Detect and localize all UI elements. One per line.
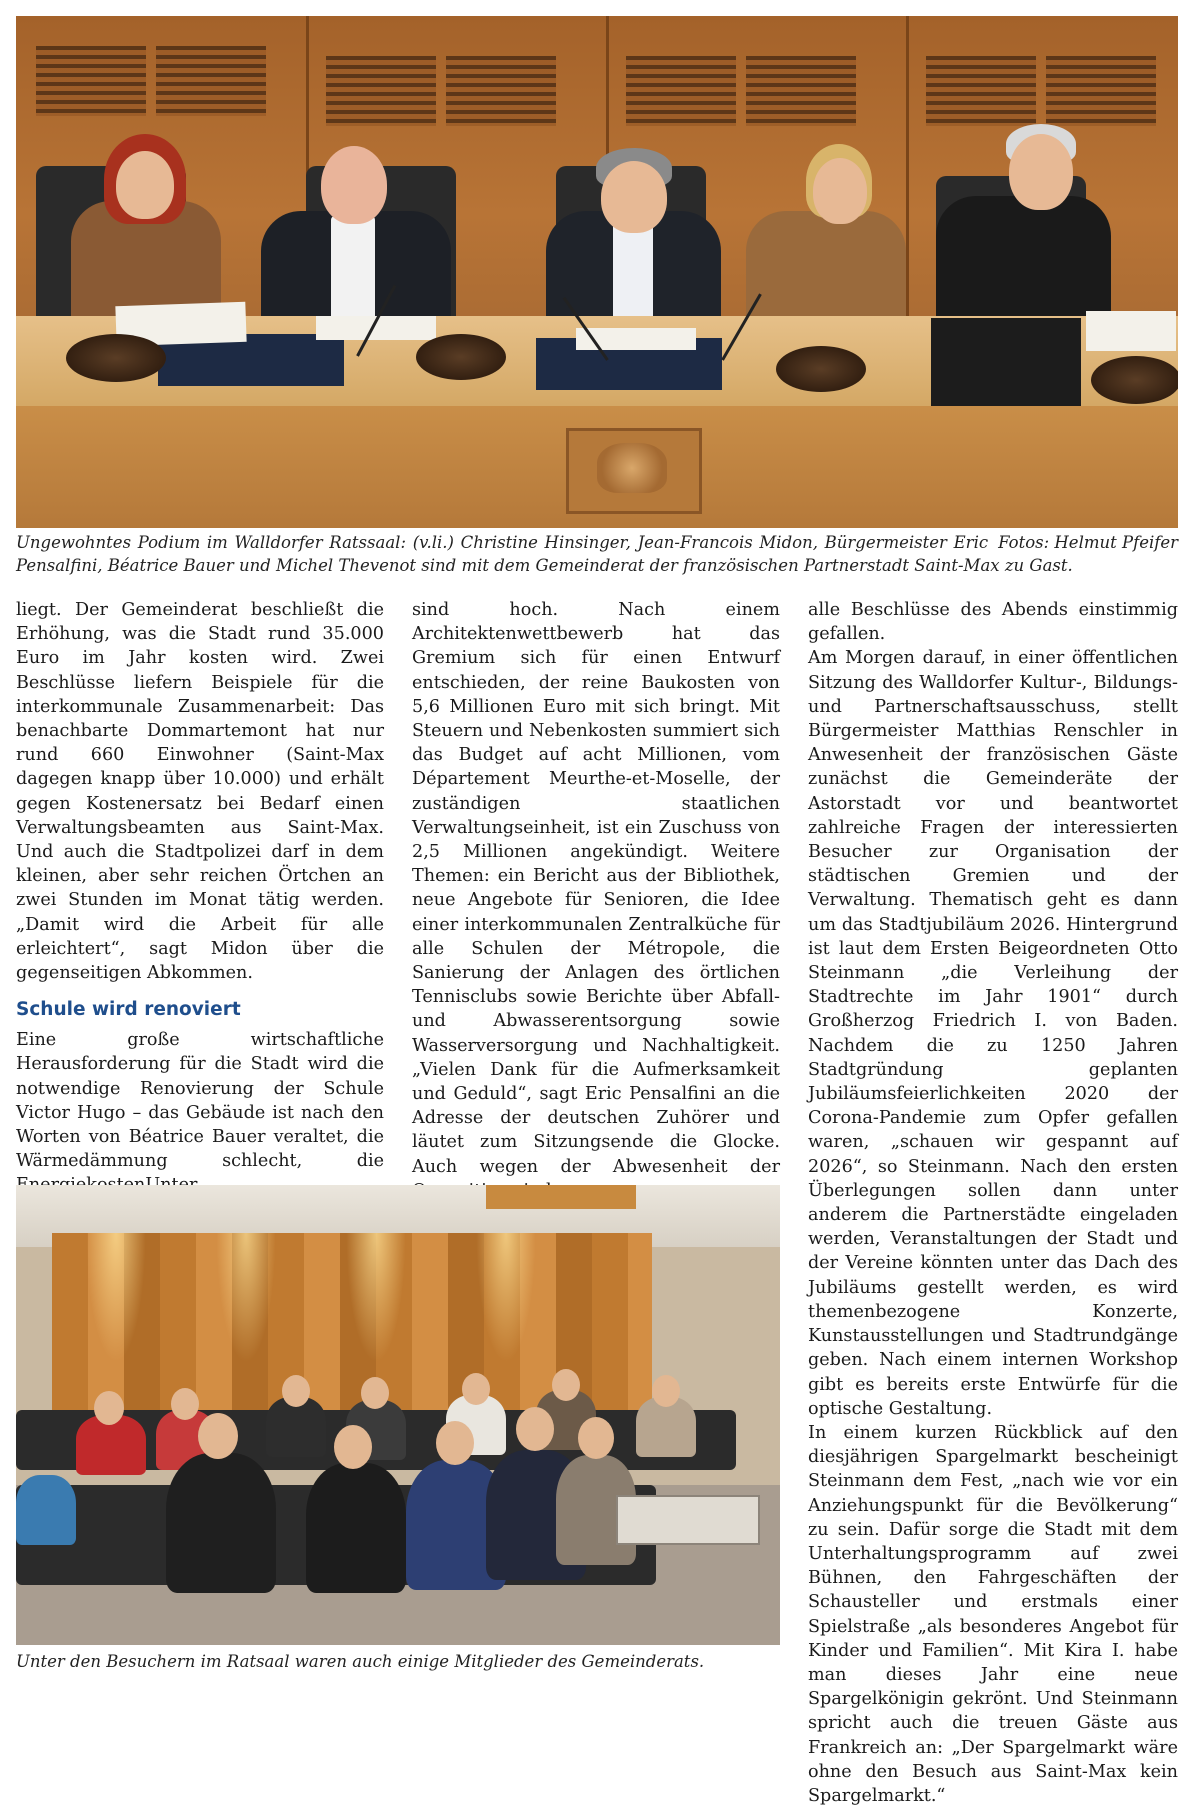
article-column-3 (808, 598, 1178, 1808)
photo-caption-top (16, 531, 1178, 577)
photo-caption-bottom: Unter den Besuchern im Ratsaal waren auch einige Mitglieder des Gemeinderats. (16, 1652, 705, 1671)
photo-credit: Fotos: Helmut Pfeifer (998, 533, 1178, 552)
bottle-tray (66, 334, 166, 382)
paragraph: In einem kurzen Rückblick auf den diesjährigen Spargelmarkt bescheinigt Steinmann dem Fest, „nach wie vor ein Anziehungspunkt für die Bevölkerung“ zu sein. Dafür sorge die Stadt mit dem Unterhaltungsprogramm auf zwei Bühnen, den Fahrgeschäften der Schausteller und erstmals einer Spielstraße „als besonderes Angebot für Kinder und Familien“. Mit Kira I. habe man dieses Jahr eine neue Spargelkönigin gekrönt. Und Steinmann spricht auch die treuen Gäste aus Frankreich an: „Der Spargelmarkt wäre ohne den Besuch aus Saint-Max kein Spargelmarkt.“ (808, 1422, 1178, 1806)
article-column-2 (412, 598, 780, 1203)
paragraph: sind hoch. Nach einem Architektenwettbewerb hat das Gremium sich für einen Entwurf entschieden, der reine Baukosten von 5,6 Millionen Euro mit sich bringt. Mit Steuern und Nebenkosten summiert sich das Budget auf acht Millionen, vom Département Meurthe-et-Moselle, der zuständigen staatlichen Verwaltungseinheit, ist ein Zuschuss von 2,5 Millionen angekündigt. Weitere Themen: ein Bericht aus der Bibliothek, neue Angebote für Senioren, die Idee einer interkommunalen Zentralküche für alle Schulen der Métropole, die Sanierung der Anlagen des örtlichen Tennisclubs sowie Berichte über Abfall- und Abwasserentsorgung sowie Wasserversorgung und Nachhaltigkeit. „Vielen Dank für die Aufmerksamkeit und Geduld“, sagt Eric Pensalfini an die Adresse der deutschen Zuhörer und läutet zum Sitzungsende die Glocke. Auch wegen der Abwesenheit der (412, 600, 780, 1177)
bottle-tray (776, 346, 866, 392)
emblem (566, 428, 702, 514)
paragraph: liegt. Der Gemeinderat beschließt die Erhöhung, was die Stadt rund 35.000 Euro im Jahr kosten wird. Zwei Beschlüsse liefern Beispiele für die interkommunale Zusammenarbeit: Das benachbarte Dommartemont hat nur rund 660 Einwohner (Saint-Max dagegen knapp über 10.000) und erhält gegen Kostenersatz bei Bedarf einen Verwaltungsbeamten aus Saint-Max. Und auch die Stadtpolizei darf in dem kleinen, aber sehr reichen Örtchen an zwei Stunden im Monat tätig werden. „Damit wird die Arbeit für alle erleichtert“, sagt Midon über die gegenseitigen Abkommen. (16, 600, 384, 984)
bottle-tray (1091, 356, 1178, 404)
podium-photo (16, 16, 1178, 528)
blue-jacket (16, 1475, 76, 1545)
section-heading: Schule wird renoviert (16, 999, 241, 1021)
bottle-tray (416, 334, 506, 380)
caption-text: Ungewohntes Podium im Walldorfer Ratssaal: (v.li.) Christine Hinsinger, Jean-Francois Midon, Bürgermeister Eric Pensalfini, Béatrice Bauer und Michel Thevenot sind mit dem Gemeinderat der französischen Partnerstadt Saint-Max zu Gast. (16, 533, 1073, 575)
paragraph: Am Morgen darauf, in einer öffentlichen Sitzung des Walldorfer Kultur-, Bildungs- und Partnerschaftsausschuss, stellt Bürgermeister Matthias Renschler in Anwesenheit der französischen Gäste zunächst die Gemeinderäte der Astorstadt vor und beantwortet zahlreiche Fragen der interessierten Besucher zur Organisation der städtischen Gremien und der Verwaltung. Thematisch geht es dann um das Stadtjubiläum 2026. Hintergrund ist laut dem Ersten Beigeordneten Otto Steinmann „die Verleihung der Stadtrechte im Jahr 1901“ durch Großherzog Friedrich I. von Baden. Nachdem die zu 1250 Jahren Stadtgründung geplanten Jubiläumsfeierlichkeiten 2020 der Corona-Pandemie zum Opfer gefallen waren, „schauen wir gespannt auf 2026“, so Steinmann. Nach den ersten Überlegungen sollen dann unter anderem die Partnerstädte eingeladen werden, Veranstaltungen der Stadt und der Vereine könnten unter das Dach des Jubiläums gestellt werden, es wird themenbezogene Konzerte, Kunstausstellungen und Stadtrundgänge geben. Nach einem internen Workshop gibt es bereits erste Entwürfe für die optische Gestaltung. (808, 648, 1178, 1419)
paragraph: alle Beschlüsse des Abends einstimmig gefallen. (808, 600, 1178, 645)
laptop (931, 318, 1081, 406)
table (616, 1495, 760, 1545)
article-column-1 (16, 598, 384, 1198)
audience-photo (16, 1185, 780, 1645)
paragraph: Eine große wirtschaftliche Herausforderung für die Stadt wird die notwendige Renovierung der Schule Victor Hugo – das Gebäude ist nach den Worten von Béatrice Bauer veraltet, die Wärmedämmung schlecht, die (16, 1030, 384, 1172)
